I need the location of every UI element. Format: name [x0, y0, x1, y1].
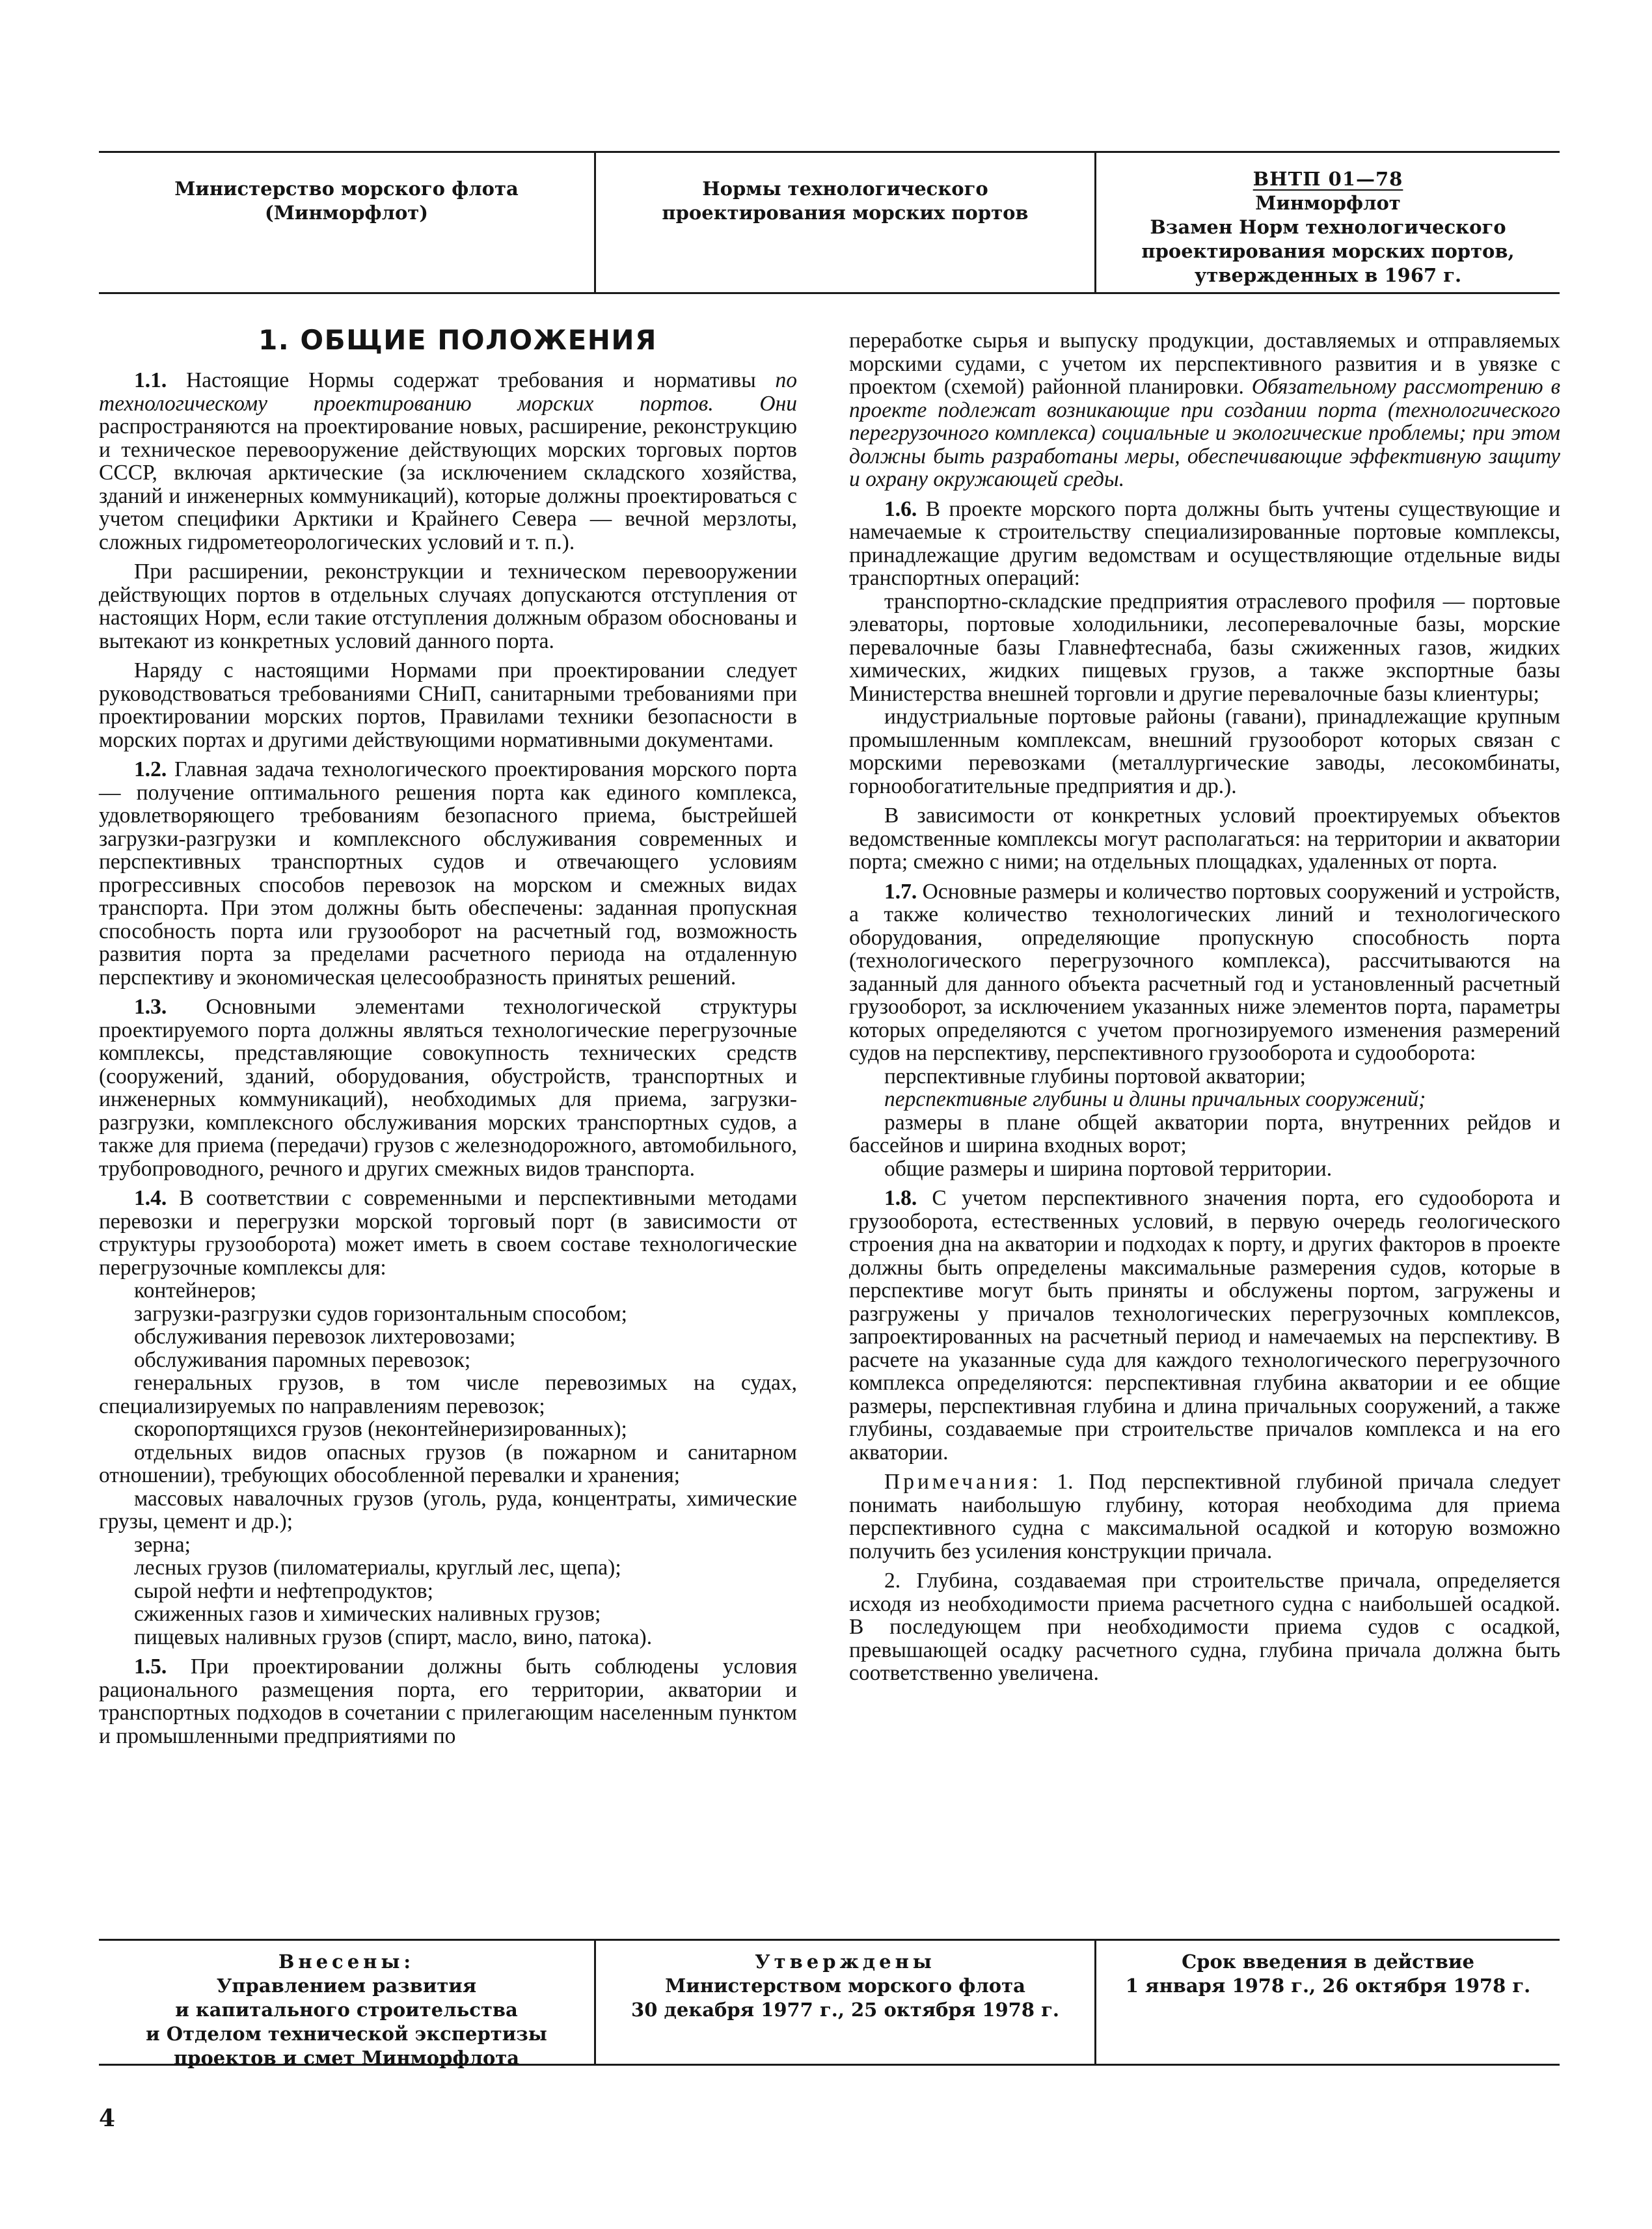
clause-number: 1.1. — [134, 368, 167, 392]
footer-line: 30 декабря 1977 г., 25 октября 1978 г. — [631, 1999, 1059, 2021]
paragraph-text: При проектировании должны быть соблюдены условия рационального размещения порта, его территории, акватории и транспортных подходов в сочетании с прилегающим населенным пунктом и промышленными предприятиями по — [99, 1655, 797, 1748]
paragraph: транспортно-складские предприятия отраслевого профиля — портовые элеваторы, портовые холодильники, лесоперевалочные базы, морские перевалочные базы Главнефтеснаба, базы сжиженных газов, жидких химических, жидких пищевых грузов, а также экспортные базы Министерства внешней торговли и другие перевалочные базы клиентуры; — [849, 589, 1560, 706]
list-item: лесных грузов (пиломатериалы, круглый лес, щепа); — [134, 1556, 621, 1580]
paragraph-1-5 — [99, 1655, 797, 1748]
section-title: 1. ОБЩИЕ ПОЛОЖЕНИЯ — [258, 324, 657, 356]
clause-number: 1.3. — [134, 995, 167, 1019]
footer-line: и Отделом технической экспертизы — [146, 2023, 547, 2045]
list-item: контейнеров; — [134, 1278, 257, 1303]
header-code-line: Взамен Норм технологического — [1150, 216, 1506, 238]
header-code-line: Минморфлот — [1255, 192, 1401, 214]
header-top-rule — [99, 151, 1560, 153]
note-2: 2. Глубина, создаваемая при строительстве причала, определяется исходя из необходимости приема расчетного судна с наибольшей осадкой. В последующем при необходимости приема судов с осадкой, превышающей осадку расчетного судна, глубина причала должна быть соответственно увеличена. — [849, 1569, 1560, 1685]
document-code: ВНТП 01—78 — [1253, 168, 1403, 190]
paragraph-continued — [849, 329, 1560, 491]
list-item: сырой нефти и нефтепродуктов; — [134, 1578, 433, 1603]
paragraph-1-8 — [849, 1187, 1560, 1464]
paragraph-text: переработке сырья и выпуску продукции, доставляемых и отправляемых морскими судами, с учетом их перспективного развития и в увязке с проектом (схемой) районной планировки. — [849, 329, 1560, 399]
header-document-code — [1096, 167, 1560, 288]
paragraph-text-italic: по технологическому проектированию морских портов. Они — [99, 368, 797, 416]
list-item: массовых навалочных грузов (уголь, руда, концентраты, химические грузы, цемент и др.); — [99, 1486, 797, 1533]
paragraph-text: В проекте морского порта должны быть учтены существующие и намечаемые к строительству специализированные портовые комплексы, принадлежащие другим ведомствам и осуществляющие отдельные виды транспортных операций: — [849, 496, 1560, 590]
body-column-left — [99, 323, 797, 1748]
paragraph-text: Настоящие Нормы содержат требования и нормативы — [186, 368, 756, 392]
clause-number: 1.8. — [884, 1186, 917, 1210]
list-item: сжиженных газов и химических наливных грузов; — [134, 1602, 601, 1626]
footer-line: Министерством морского флота — [665, 1975, 1025, 1997]
header-title-line: Нормы технологического — [702, 178, 988, 200]
list-item: общие размеры и ширина портовой территории. — [884, 1156, 1333, 1181]
page-number: 4 — [99, 2105, 116, 2132]
footer-approved-label: Утверждены — [755, 1951, 936, 1973]
note-label: Примечания: — [884, 1470, 1042, 1494]
header-ministry-line: (Минморфлот) — [264, 202, 428, 224]
footer-submitted-by — [99, 1950, 594, 2070]
paragraph: Наряду с настоящими Нормами при проектировании следует руководствоваться требованиями СНиП, санитарными требованиями при проектировании морских портов, Правилами техники безопасности в морских портах и другими действующими нормативными документами. — [99, 658, 797, 752]
paragraph-1-1 — [99, 369, 797, 554]
footer-line: Управлением развития — [216, 1975, 477, 1997]
paragraph: индустриальные портовые районы (гавани), принадлежащие крупным промышленным комплексам, внешний грузооборот которых связан с морскими перевозками (металлургические заводы, лесокомбинаты, горнообогатительные предприятия и др.). — [849, 705, 1560, 798]
footer-line: Срок введения в действие — [1182, 1951, 1474, 1973]
note-1 — [849, 1470, 1560, 1563]
footer-line: проектов и смет Минморфлота — [173, 2047, 520, 2069]
list-item: генеральных грузов, в том числе перевозимых на судах, специализируемых по направлениям перевозок; — [99, 1371, 797, 1418]
list-item: скоропортящихся грузов (неконтейнеризированных); — [134, 1417, 627, 1441]
list-item: обслуживания перевозок лихтеровозами; — [134, 1325, 516, 1349]
list-item: перспективные глубины и длины причальных сооружений; — [884, 1087, 1426, 1111]
paragraph-text: В соответствии с современными и перспективными методами перевозки и перегрузки морской торговый порт (в зависимости от структуры грузооборота) может иметь в своем составе технологические перегрузочные комплексы для: — [99, 1186, 797, 1280]
paragraph: При расширении, реконструкции и техническом перевооружении действующих портов в отдельных случаях допускаются отступления от настоящих Норм, если такие отступления должным образом обоснованы и вытекают из конкретных условий данного порта. — [99, 560, 797, 653]
footer-submitted-label: Внесены: — [278, 1951, 415, 1973]
list-item: перспективные глубины портовой акватории; — [884, 1064, 1306, 1088]
paragraph-1-6 — [849, 498, 1560, 590]
footer-effective-date — [1096, 1950, 1560, 1998]
list-item: обслуживания паромных перевозок; — [134, 1347, 471, 1372]
paragraph-text-italic: Обязательному рассмотрению в проекте подлежат возникающие при создании порта (технологического перегрузочного комплекса) социальные и экологические проблемы; при этом должны быть разработаны меры, обеспечивающие эффективную защиту и охрану окружающей среды. — [849, 375, 1561, 491]
paragraph-text: С учетом перспективного значения порта, его судооборота и грузооборота, естественных условий, в первую очередь геологического строения дна на акватории и подходах к порту, и других факторов в проекте должны быть определены максимальные размерения судов, которые в перспективе могут быть приняты и обслужены портом, загружены и разгружены у причалов технологических перегрузочных комплексов, запроектированных на расчетный период и намечаемых на перспективу. В расчете на указанные суда для каждого технологического перегрузочного комплекса определяются: перспективная глубина акватории и ее общие размеры, перспективная глубина и длина причальных сооружений, а также глубины, создаваемые при строительстве причалов комплекса и на его акватории. — [849, 1186, 1560, 1465]
note-text: 1. Под перспективной глубиной причала следует понимать наибольшую глубину, которая необходима для приема перспективного судна с максимальной осадкой и которую возможно получить без усиления конструкции причала. — [849, 1470, 1561, 1563]
paragraph-1-4 — [99, 1187, 797, 1279]
paragraph-1-2 — [99, 758, 797, 989]
header-norms-title — [596, 177, 1094, 225]
paragraph-text: Основными элементами технологической структуры проектируемого порта должны являться технологические перегрузочные комплексы, представляющие совокупность технических средств (сооружений, зданий, оборудования, обустройств, транспортных и инженерных коммуникаций), необходимых для приема, загрузки-разгрузки, комплексного обслуживания морских транспортных судов, а также для приема (передачи) грузов с железнодорожного, автомобильного, трубопроводного, речного и других смежных видов транспорта. — [99, 995, 797, 1181]
header-code-line: проектирования морских портов, — [1141, 240, 1515, 262]
footer-line: 1 января 1978 г., 26 октября 1978 г. — [1125, 1975, 1531, 1997]
paragraph: В зависимости от конкретных условий проектируемых объектов ведомственные комплексы могут располагаться: на территории и акватории порта; смежно с ними; на отдельных площадках, удаленных от порта. — [849, 804, 1560, 874]
list-item: загрузки-разгрузки судов горизонтальным способом; — [134, 1301, 627, 1326]
paragraph-1-7 — [849, 880, 1560, 1065]
header-title-line: проектирования морских портов — [662, 202, 1029, 224]
header-code-line: утвержденных в 1967 г. — [1194, 264, 1462, 286]
clause-number: 1.5. — [134, 1655, 167, 1679]
list-item: отдельных видов опасных грузов (в пожарном и санитарном отношении), требующих обособленной перевалки и хранения; — [99, 1440, 797, 1487]
header-ministry — [99, 177, 594, 225]
list-item: пищевых наливных грузов (спирт, масло, вино, патока). — [134, 1625, 653, 1649]
paragraph-1-3 — [99, 995, 797, 1180]
list-item: зерна; — [134, 1532, 191, 1557]
paragraph-text: Основные размеры и количество портовых сооружений и устройств, а также количество технологических линий и технологического оборудования, определяющие пропускную способность порта (технологического перегрузочного комплекса), рассчитываются на заданный для данного объекта расчетный год и установленный расчетный грузооборот, за исключением указанных ниже элементов порта, параметры которых определяются с учетом прогнозируемого изменения размерений судов на перспективу, перспективного грузооборота и судооборота: — [849, 879, 1560, 1065]
list-item: размеры в плане общей акватории порта, внутренних рейдов и бассейнов и ширина входных ворот; — [849, 1110, 1560, 1157]
clause-number: 1.7. — [884, 879, 917, 904]
header-bottom-rule — [99, 292, 1560, 294]
clause-number: 1.2. — [134, 757, 167, 781]
paragraph-text: распространяются на проектирование новых, расширение, реконструкцию и техническое перевооружение действующих морских торговых портов СССР, включая арктические (за исключением складского хозяйства, зданий и инженерных коммуникаций), которые должны проектироваться с учетом специфики Арктики и Крайнего Севера — вечной мерзлоты, сложных гидрометеорологических условий и т. п.). — [99, 414, 797, 554]
footer-top-rule — [99, 1939, 1560, 1941]
body-column-right — [849, 329, 1560, 1685]
header-ministry-line: Министерство морского флота — [174, 178, 519, 200]
paragraph-text: Главная задача технологического проектирования морского порта — получение оптимального решения порта как единого комплекса, удовлетворяющего требованиям безопасного приема, быстрейшей загрузки-разгрузки и комплексного обслуживания современных и перспективных транспортных судов и отвечающего условиям прогрессивных способов перевозок на морском и смежных видах транспорта. При этом должны быть обеспечены: заданная пропускная способность порта или грузооборот на расчетный год, возможность развития порта за пределами расчетного периода на отдаленную перспективу и экономическая целесообразность принятых решений. — [99, 757, 797, 990]
footer-approved-by — [596, 1950, 1094, 2022]
clause-number: 1.4. — [134, 1186, 167, 1210]
footer-line: и капитального строительства — [175, 1999, 518, 2021]
clause-number: 1.6. — [884, 496, 917, 521]
